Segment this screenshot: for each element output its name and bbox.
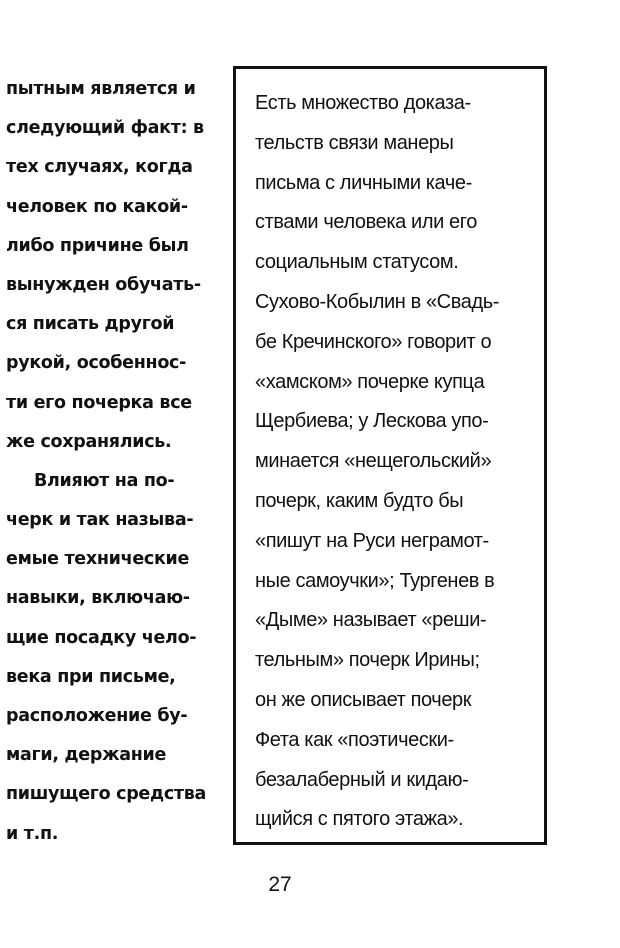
sidebar-line: тельств связи манеры [255, 131, 454, 154]
main-text-line: следующий факт: в [6, 118, 204, 139]
main-text-line: ти его почерка все [6, 392, 192, 413]
main-text-column [6, 70, 224, 854]
main-text-line: щие посадку чело- [6, 627, 197, 648]
main-text-line: века при письме, [6, 666, 176, 687]
sidebar-line: он же описывает почерк [255, 688, 472, 711]
main-text-line: же сохранялись. [6, 431, 172, 452]
main-text-line: тех случаях, когда [6, 157, 193, 178]
sidebar-line: письма с личными каче- [255, 171, 472, 194]
sidebar-line: «пишут на Руси неграмот- [255, 529, 489, 552]
sidebar-line: Сухово-Кобылин в «Свадь- [255, 290, 499, 313]
sidebar-line: «хамском» почерке купца [255, 370, 485, 393]
sidebar-line: социальным статусом. [255, 251, 459, 274]
sidebar-box [233, 66, 547, 845]
sidebar-line: Есть множество доказа- [255, 92, 471, 114]
main-text-line: пишущего средства [6, 784, 207, 805]
sidebar-line: «Дыме» называет «реши- [255, 609, 487, 632]
sidebar-line: Щербиева; у Лескова упо- [255, 410, 489, 433]
page-number: 27 [268, 873, 292, 896]
sidebar-line: ствами человека или его [255, 211, 477, 234]
main-text-line: вынужден обучать- [6, 274, 201, 295]
sidebar-line: ные самоучки»; Тургенев в [255, 569, 495, 592]
sidebar-line: тельным» почерк Ирины; [255, 649, 480, 672]
main-text-line: навыки, включаю- [6, 588, 190, 609]
main-text-line: маги, держание [6, 745, 167, 766]
sidebar-line: Фета как «поэтически- [255, 728, 454, 751]
main-text-line: емые технические [6, 549, 190, 570]
sidebar-text [255, 84, 499, 840]
main-text-line: ся писать другой [6, 314, 175, 335]
main-text-line: пытным является и [6, 79, 196, 99]
sidebar-line: минается «нещегольский» [255, 450, 492, 473]
sidebar-line: почерк, каким будто бы [255, 489, 464, 512]
main-text-line: рукой, особеннос- [6, 353, 187, 374]
sidebar-line: бе Кречинского» говорит о [255, 330, 492, 353]
sidebar-line: щийся с пятого этажа». [255, 808, 464, 831]
main-text-line: Влияют на по- [34, 470, 175, 491]
sidebar-line: безалаберный и кидаю- [255, 768, 469, 791]
main-text-line: расположение бу- [6, 706, 188, 726]
main-text-line: либо причине был [6, 235, 189, 256]
main-text-line: черк и так называ- [6, 510, 194, 531]
main-text-line: и т.п. [6, 823, 59, 844]
main-text-line: человек по какой- [6, 196, 188, 217]
